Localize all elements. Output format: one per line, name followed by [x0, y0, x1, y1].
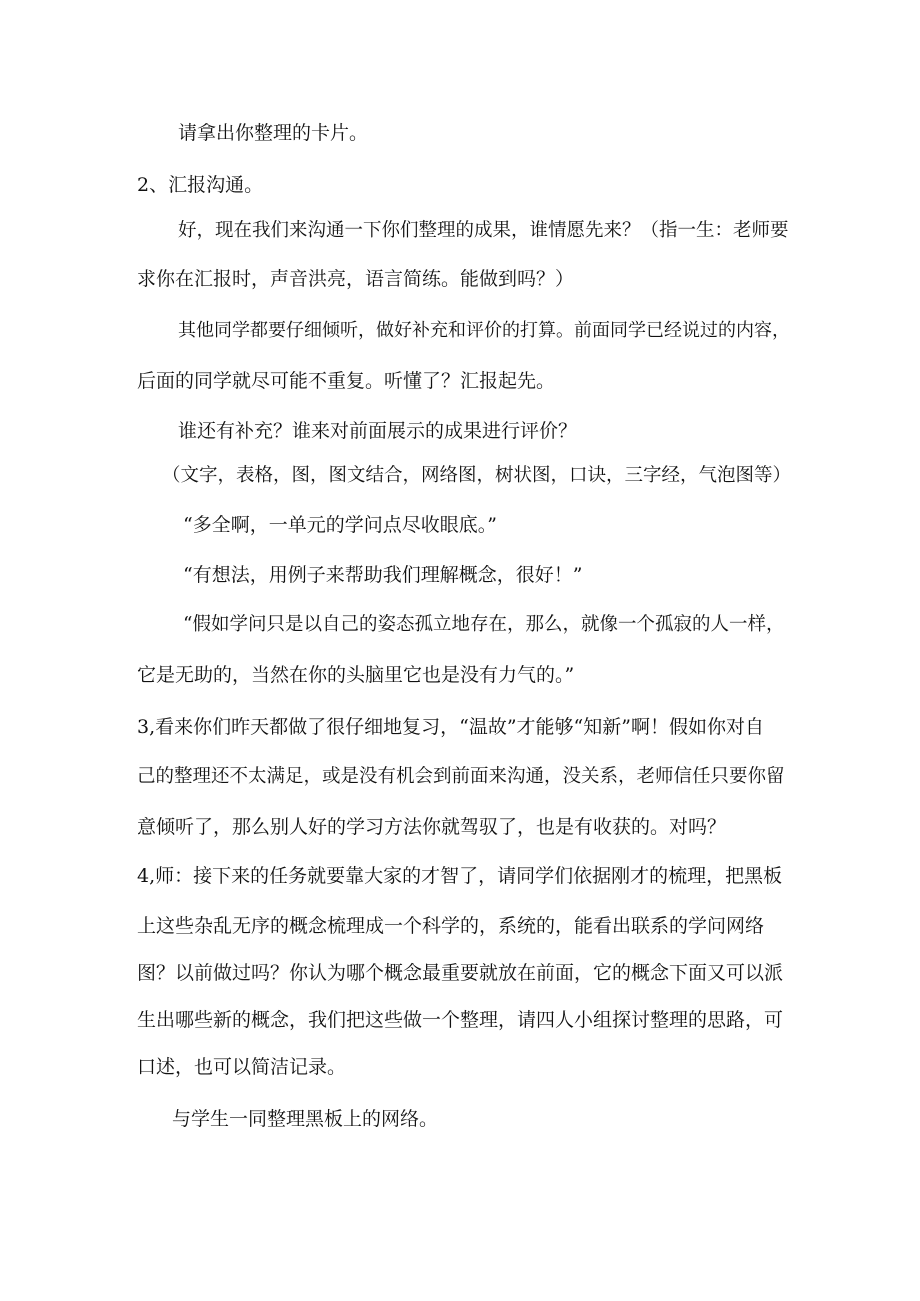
text-line: 后面的同学就尽可能不重复。听懂了？汇报起先。 — [137, 370, 556, 392]
text-line: 求你在汇报时，声音洪亮，语言简练。能做到吗？） — [137, 268, 575, 290]
section-heading: 2、汇报沟通。 — [137, 174, 264, 196]
text-line: 3,看来你们昨天都做了很仔细地复习，“温故”才能够“知新”啊！假如你对自 — [137, 716, 764, 738]
text-line: 己的整理还不太满足，或是没有机会到前面来沟通，没关系，老师信任只要你留 — [137, 766, 785, 787]
text-line: 上这些杂乱无序的概念梳理成一个科学的，系统的，能看出联系的学问网络 — [137, 915, 765, 937]
text-line: 其他同学都要仔细倾听，做好补充和评价的打算。前面同学已经说过的内容， — [178, 320, 790, 341]
text-line: 口述，也可以简洁记录。 — [137, 1056, 347, 1078]
text-line: 好，现在我们来沟通一下你们整理的成果，谁情愿先来？（指一生：老师要 — [178, 220, 789, 241]
quote-line: “有想法，用例子来帮助我们理解概念，很好！” — [183, 564, 583, 586]
text-line: 生出哪些新的概念，我们把这些做一个整理，请四人小组探讨整理的思路，可 — [137, 1009, 784, 1031]
text-line: 与学生一同整理黑板上的网络。 — [172, 1108, 439, 1130]
text-line: 意倾听了，那么别人好的学习方法你就驾驭了，也是有收获的。对吗？ — [137, 816, 727, 838]
quote-line: “多全啊，一单元的学问点尽收眼底。” — [183, 514, 497, 536]
quote-line: 它是无助的，当然在你的头脑里它也是没有力气的。” — [137, 664, 575, 686]
text-line: 请拿出你整理的卡片。 — [178, 122, 369, 144]
text-line: 4,师：接下来的任务就要靠大家的才智了，请同学们依据刚才的梳理，把黑板 — [137, 865, 783, 887]
text-line: 谁还有补充？谁来对前面展示的成果进行评价？ — [178, 420, 578, 442]
text-line: （文字，表格，图，图文结合，网络图，树状图，口诀，三字经，气泡图等） — [162, 465, 792, 486]
text-line: 图？以前做过吗？你认为哪个概念最重要就放在前面，它的概念下面又可以派 — [137, 962, 784, 984]
quote-line: “假如学问只是以自己的姿态孤立地存在，那么，就像一个孤寂的人一样， — [183, 614, 785, 635]
